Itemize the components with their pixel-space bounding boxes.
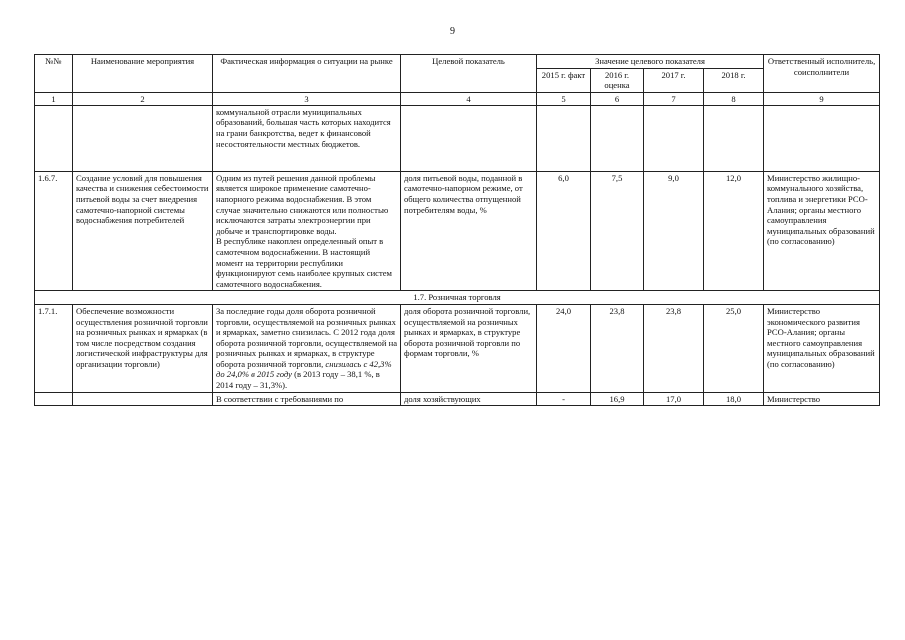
target-indicator: доля питьевой воды, поданной в самотечно-напорном режиме, от общего количества отпущенной потребителям воды, % — [401, 171, 537, 291]
header-measure-name: Наименование мероприятия — [73, 55, 213, 93]
page-number: 9 — [450, 26, 455, 37]
fact-text: За последние годы доля оборота розничной торговли, осуществляемой на розничных рынках и ярмарках, заметно снизилась. С 2012 года доля оборота розничной торговли, осуществляемой на розничных рынках и ярмарках, в структуре оборота розничной торговли, — [216, 305, 398, 369]
value-2016: 7,5 — [591, 171, 644, 291]
value-2015: - — [537, 392, 591, 406]
header-responsible: Ответственный исполнитель, соисполнители — [764, 55, 880, 93]
value-2015: 24,0 — [537, 304, 591, 392]
value-2016: 23,8 — [591, 304, 644, 392]
value-2017: 17,0 — [644, 392, 704, 406]
header-2017: 2017 г. — [644, 68, 704, 92]
fact-cell: коммунальной отрасли муниципальных образований, большая часть которых находится на грани банкротства, ведет к финансовой несостоятельности местных бюджетов. — [213, 105, 401, 171]
section-title: 1.7. Розничная торговля — [35, 291, 880, 305]
row-number: 1.6.7. — [35, 171, 73, 291]
table-row — [35, 171, 880, 291]
header-target-indicator: Целевой показатель — [401, 55, 537, 93]
header-2016: 2016 г. оценка — [591, 68, 644, 92]
responsible: Министерство экономического развития РСО-Алания; органы местного самоуправления муниципальных образований (по согласованию) — [764, 304, 880, 392]
col-num: 7 — [644, 92, 704, 105]
fact-text: (в 2013 году – 38,1 %, в 2014 году – 31,3%). — [216, 369, 380, 391]
col-num: 2 — [73, 92, 213, 105]
row-number: 1.7.1. — [35, 304, 73, 392]
fact-paragraph: В республике накоплен определенный опыт в самотечном водоснабжении. В настоящий момент на территории республики функционируют семь наиболее крупных систем самотечного водоснабжения. — [216, 236, 392, 289]
header-row-1 — [35, 55, 880, 69]
fact-emphasis: снизилась с 42,3% до 24,0% в 2015 году — [216, 358, 392, 380]
responsible: Министерство жилищно-коммунального хозяйства, топлива и энергетики РСО-Алания; органы местного самоуправления муниципальных образований (по согласованию) — [764, 171, 880, 291]
col-num: 9 — [764, 92, 880, 105]
header-2015: 2015 г. факт — [537, 68, 591, 92]
responsible: Министерство — [764, 392, 880, 406]
header-number: №№ — [35, 55, 73, 93]
value-2015: 6,0 — [537, 171, 591, 291]
value-2018: 25,0 — [704, 304, 764, 392]
measure-name: Создание условий для повышения качества и снижения себестоимости питьевой воды за счет внедрения самотечно-напорной системы водоснабжения потребителей — [73, 171, 213, 291]
col-num: 4 — [401, 92, 537, 105]
col-num: 6 — [591, 92, 644, 105]
value-2017: 9,0 — [644, 171, 704, 291]
value-2018: 18,0 — [704, 392, 764, 406]
target-indicator: доля хозяйствующих — [401, 392, 537, 406]
col-num: 3 — [213, 92, 401, 105]
measure-name: Обеспечение возможности осуществления розничной торговли на розничных рынках и ярмарках (в том числе посредством создания логистической инфраструктуры для организации торговли) — [73, 304, 213, 392]
value-2016: 16,9 — [591, 392, 644, 406]
table-row — [35, 105, 880, 171]
table-row — [35, 392, 880, 406]
header-2018: 2018 г. — [704, 68, 764, 92]
table-row — [35, 304, 880, 392]
value-2017: 23,8 — [644, 304, 704, 392]
fact-cell — [213, 171, 401, 291]
target-indicator: доля оборота розничной торговли, осуществляемой на розничных рынках и ярмарках, в структуре оборота розничной торговли по формам торговли, % — [401, 304, 537, 392]
col-num: 5 — [537, 92, 591, 105]
fact-cell — [213, 304, 401, 392]
header-target-values: Значение целевого показателя — [537, 55, 764, 69]
fact-paragraph: Одним из путей решения данной проблемы является широкое применение самотечно-напорного режима водоснабжения. В этом случае значительно снижаются или полностью исключаются затраты электроэнергии при добыче и транспортировке воды. — [216, 172, 389, 236]
col-num: 1 — [35, 92, 73, 105]
header-fact-info: Фактическая информация о ситуации на рынке — [213, 55, 401, 93]
fact-cell: В соответствии с требованиями по — [213, 392, 401, 406]
section-row — [35, 291, 880, 305]
column-numbers-row — [35, 92, 880, 105]
col-num: 8 — [704, 92, 764, 105]
measures-table — [34, 54, 880, 406]
value-2018: 12,0 — [704, 171, 764, 291]
